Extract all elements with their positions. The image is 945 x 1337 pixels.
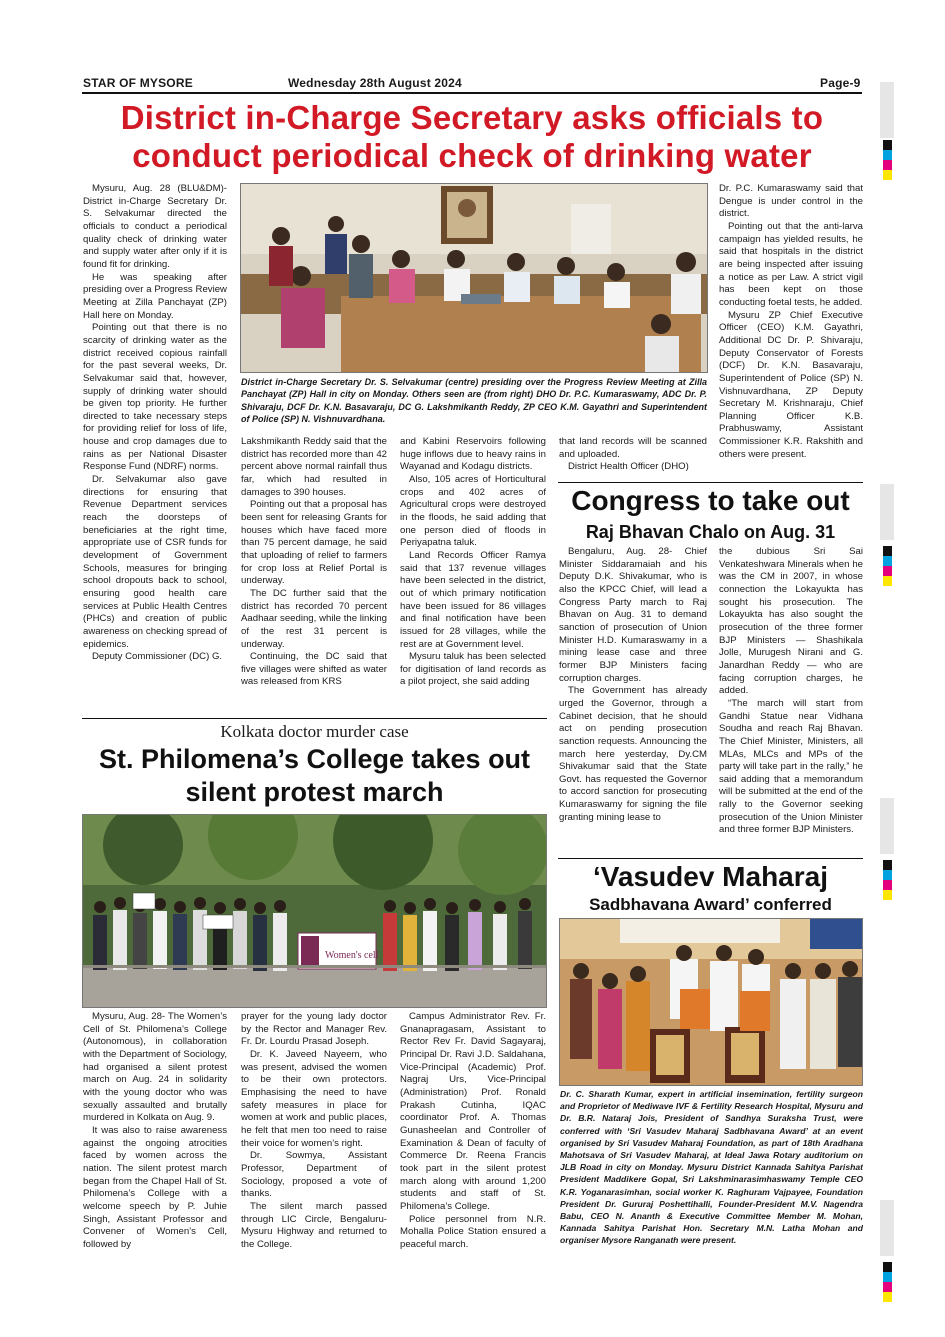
philomena-column-2 bbox=[241, 1011, 387, 1263]
paragraph: prayer for the young lady doctor by the Rector and Manager Rev. Fr. Dr. Lourdu Prasad Joseph. bbox=[241, 1011, 387, 1048]
philomena-headline: St. Philomena’s College takes out silent protest march bbox=[98, 744, 531, 807]
paragraph: Mysuru, Aug. 28- The Women’s Cell of St. Philomena’s College (Autonomous), in collaboration with the Department of Sociology, had organised a silent protest march on Aug. 24 in solidarity with the young doctor who was sexually assaulted and brutally murdered in Kolkata on Aug. 9. bbox=[83, 1011, 227, 1124]
congress-column-1 bbox=[559, 546, 707, 852]
paragraph: Police personnel from N.R. Mohalla Police Station ensured a peaceful march. bbox=[400, 1213, 546, 1250]
paragraph: Continuing, the DC said that five villages were shifted as water was released from KRS bbox=[241, 651, 387, 688]
registration-mark bbox=[883, 140, 892, 180]
margin-bar bbox=[880, 1200, 894, 1256]
publication-name: STAR OF MYSORE bbox=[83, 76, 193, 90]
page-number: Page-9 bbox=[820, 76, 861, 90]
paragraph: and Kabini Reservoirs following huge inflows due to heavy rains in Wayanad and Kodagu districts. bbox=[400, 436, 546, 473]
paragraph: Deputy Commissioner (DC) G. bbox=[92, 651, 223, 663]
award-photo bbox=[559, 918, 863, 1086]
banner-text: Women's cell bbox=[325, 950, 379, 961]
lead-column-1 bbox=[83, 183, 227, 715]
congress-headline: Congress to take out bbox=[571, 485, 850, 516]
lead-column-4 bbox=[559, 436, 707, 476]
paragraph: Campus Administrator Rev. Fr. Gnanapragasam, Assistant to Rector Rev Fr. David Sagayaraj, Principal Dr. Ravi J.D. Saldahana, Vice-Principal (Academic) Prof. Nagraj Urs, Vice-Principal (Administration) Prof. Ronald Prakash Cutinha, IQAC coordinator Prof. A. Thomas Gunasheelan and Controller of Examination & Dean of faculty of Commerce Dr. Reena Francis took part in the silent protest march along with around 1,200 students and staff of St. Philomena’s College. bbox=[400, 1011, 546, 1212]
congress-subhead: Raj Bhavan Chalo on Aug. 31 bbox=[585, 522, 836, 542]
paragraph: Mysuru, Aug. 28 (BLU&DM)- District in-Charge Secretary Dr. S. Selvakumar directed the officials to conduct a periodical quality check of drinking water and supply water after only if it is found fit for drinking. bbox=[83, 183, 227, 270]
paragraph: Mysuru taluk has been selected for digitisation of land records as a pilot project, she said adding bbox=[400, 651, 546, 688]
paragraph: The Government has already urged the Governor, through a Cabinet decision, that he should act on pending prosecution sanction requests. Announcing the march here yesterday, Dy.CM Shivakumar said that the State Govt. has requested the Governor to accord sanction for prosecuting Kumaraswamy for signing the file granting mining lease to bbox=[559, 685, 707, 823]
paragraph: Lakshmikanth Reddy said that the district has recorded more than 42 percent above normal rainfall thus far, which had resulted in damages to 390 houses. bbox=[241, 436, 387, 498]
philomena-column-3 bbox=[400, 1011, 546, 1263]
paragraph: The DC further said that the district has recorded 70 percent Aadhaar seeding, while the linking of the rest 31 percent is underway. bbox=[241, 587, 387, 650]
award-subhead: Sadbhavana Award’ conferred bbox=[589, 895, 832, 914]
paragraph: that land records will be scanned and uploaded. bbox=[559, 436, 707, 460]
registration-mark bbox=[883, 546, 892, 586]
story-divider bbox=[82, 718, 547, 719]
lead-column-2 bbox=[241, 436, 387, 716]
meeting-photo-illustration bbox=[241, 184, 708, 373]
registration-mark bbox=[883, 1262, 892, 1302]
issue-date: Wednesday 28th August 2024 bbox=[288, 76, 462, 90]
paragraph: The silent march passed through LIC Circle, Bengaluru-Mysuru Highway and returned to the College. bbox=[241, 1200, 387, 1250]
paragraph: Pointing out that the anti-larva campaign has yielded results, he said that hospitals in the district are being inspected after issuing a notice as per Law. A strict vigil has been kept on those conducting foetal tests, he added. bbox=[719, 220, 863, 308]
lead-column-5 bbox=[719, 183, 863, 478]
story-divider bbox=[558, 482, 863, 483]
protest-march-photo bbox=[82, 814, 547, 1008]
award-headline: ‘Vasudev Maharaj bbox=[592, 861, 828, 892]
lead-column-3 bbox=[400, 436, 546, 716]
paragraph: Dr. Selvakumar also gave directions for ensuring that Revenue Department services reach the doorsteps of beneficiaries at the right time, appropriate use of CSR funds for development of Government Schools, measures for bringing school dropouts back to school, ensuring good health care services at Public Health Centres (PHCs) and creation of public awareness on checking spread of epidemics. bbox=[83, 474, 227, 650]
paragraph: He was speaking after presiding over a Progress Review Meeting at Zilla Panchayat (ZP) Hall here on Monday. bbox=[83, 271, 227, 321]
paragraph: Dr. P.C. Kumaraswamy said that Dengue is under control in the district. bbox=[719, 183, 863, 220]
paragraph: Mysuru ZP Chief Executive Officer (CEO) K.M. Gayathri, Additional DC Dr. P. Shivaraju, Deputy Conservator of Forests (DCF) Dr. K.N. Basavaraju, Superintendent of Police (SP) N. Vishnuvardhana, ZP Deputy Secretary M. Krishnaraju, Chief Planning Officer K.B. Prabhuswamy, Assistant Commissioner K.R. Rakshith and others were present. bbox=[719, 309, 863, 460]
margin-bar bbox=[880, 798, 894, 854]
paragraph: Dr. Sowmya, Assistant Professor, Department of Sociology, proposed a vote of thanks. bbox=[241, 1150, 387, 1200]
header-rule bbox=[82, 92, 862, 94]
award-photo-caption: Dr. C. Sharath Kumar, expert in artificial insemination, fertility surgeon and Proprietor of Mediwave IVF & Fertility Research Hospital, Mysuru and Dr. B.R. Nataraj Jois, President of Sandhya Suraksha Trust, were conferred with ‘Sri Vasudev Maharaj Sadbhavana Award’ at an event organised by Sri Vasudev Maharaj Foundation, as part of 18th Aradhana Mahotsava of Sri Vasudev Maharaj, at Ideal Jawa Rotary auditorium on JLB Road in city on Monday. Mysuru District Kannada Sahitya Parishat President Maddikere Gopal, Sri Lakshminarasimhaswamy Temple CEO K.R. Yoganarasimhan, social worker K. Raghuram Vajpayee, Foundation President Dr. Gururaj Poshettihalli, Founder-President M.V. Nagendra Babu, CEO N. Ananth & Executive Committee Member M. Mohan, Kannada Sahitya Parishat Hon. Secretary M.N. Latha Mohan and organiser Mysore Ranganath were present. bbox=[560, 1089, 863, 1246]
paragraph: Also, 105 acres of Horticultural crops and 402 acres of Agricultural crops were destroyed in the floods, he said adding that one person died of floods in Periyapatna taluk. bbox=[400, 473, 546, 549]
philomena-column-1 bbox=[83, 1011, 227, 1263]
paragraph: It was also to raise awareness against the ongoing atrocities faced by women across the nation. The silent protest march began from the Chapel Hall of St. Philomena’s College with a welcome speech by P. Juhie Singh, Assistant Professor and Convener of Women’s Cell, followed by bbox=[83, 1124, 227, 1250]
paragraph: “The march will start from Gandhi Statue near Vidhana Soudha and reach Raj Bhavan. The Chief Minister, Ministers, all MLAs, MLCs and MPs of the party will take part in the rally,” he said adding that a memorandum will be submitted at the end of the rally to the Governor seeking prosecution of the Union Minister and three former BJP Ministers. bbox=[719, 697, 863, 836]
philomena-kicker: Kolkata doctor murder case bbox=[220, 722, 409, 741]
story-divider bbox=[558, 858, 863, 859]
award-photo-illustration bbox=[560, 919, 863, 1086]
paragraph: the dubious Sri Sai Venkateshwara Minerals when he was the CM in 2007, in whose connection the Lokayukta has sought his prosecution. The Lokayukta has also sought the prosecution of the three former BJP Ministers — Shashikala Jolle, Murugesh Nirani and G. Janardhan Reddy — who are facing corruption charges, he added. bbox=[719, 546, 863, 697]
registration-mark bbox=[883, 860, 892, 900]
paragraph: Land Records Officer Ramya said that 137 revenue villages have been selected in the district, out of which primary notification have been issued for 86 villages and final notification have been issued for 28 villages, while the rest are at Government level. bbox=[400, 549, 546, 650]
paragraph: Dr. K. Javeed Nayeem, who was present, advised the women to be their own protectors. Emphasising the need to have safety measures in place for women at work and public places, he felt that men too need to raise their voice for women’s right. bbox=[241, 1048, 387, 1149]
meeting-photo-caption: District in-Charge Secretary Dr. S. Selvakumar (centre) presiding over the Progress Review Meeting at Zilla Panchayat (ZP) Hall in city on Monday. Others seen are (from right) DHO Dr. P.C. Kumaraswamy, ADC Dr. P. Shivaraju, DCF Dr. K.N. Basavaraju, DC G. Lakshmikanth Reddy, ZP CEO K.M. Gayathri and Superintendent of Police (SP) N. Vishnuvardhana. bbox=[241, 377, 707, 425]
paragraph: Pointing out that a proposal has been sent for releasing Grants for houses which have faced more than 75 percent damage, he said that uploading of relief to farmers for crop loss at Relief Portal is underway. bbox=[241, 499, 387, 587]
congress-column-2 bbox=[719, 546, 863, 852]
paragraph: Bengaluru, Aug. 28- Chief Minister Siddaramaiah and his Deputy D.K. Shivakumar, who is also the KPCC Chief, will lead a Congress Party march to Raj Bhavan on Aug. 31 to demand sanction of prosecution of Union Minister H.D. Kumaraswamy in a mining lease case and three former BJP Ministers facing corruption charges. bbox=[559, 546, 707, 684]
lead-headline: District in-Charge Secretary asks officials to conduct periodical check of drinking water bbox=[120, 99, 824, 174]
protest-march-illustration bbox=[83, 815, 547, 1008]
paragraph: District Health Officer (DHO) bbox=[568, 461, 689, 473]
margin-bar bbox=[880, 484, 894, 540]
margin-bar bbox=[880, 82, 894, 138]
paragraph: Pointing out that there is no scarcity of drinking water as the district received copious rainfall for the past several weeks, Dr. Selvakumar said that, however, supply of drinking water should be given top priority. He further directed to take necessary steps for providing relief for loss of life, house and crop damages due to rains as per National Disaster Response Fund (NDRF) norms. bbox=[83, 322, 227, 473]
meeting-photo bbox=[240, 183, 708, 373]
